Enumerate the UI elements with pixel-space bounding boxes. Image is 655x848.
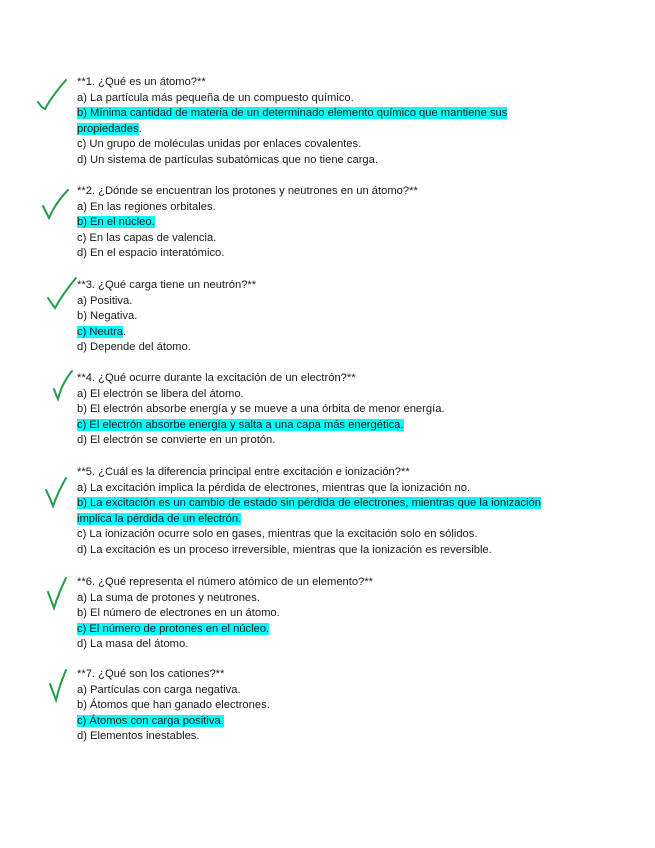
option-a: a) La suma de protones y neutrones.	[77, 591, 260, 604]
option-d: d) Un sistema de partículas subatómicas que no tiene carga.	[77, 153, 378, 166]
highlighted-answer: b) La excitación es un cambio de estado sin pérdida de electrones, mientras que la ionización	[77, 497, 541, 509]
option-c	[77, 418, 577, 434]
option-b	[77, 496, 577, 512]
question-title: **1. ¿Qué es un átomo?**	[77, 76, 206, 88]
trailing-period: .	[123, 325, 127, 338]
option-a: a) La partícula más pequeña de un compuesto químico.	[77, 91, 354, 104]
highlighted-answer: b) Mínima cantidad de materia de un determinado elemento químico que mantiene sus	[77, 107, 508, 119]
highlighted-answer: b) En el núcleo.	[77, 216, 155, 228]
option-a: a) Partículas con carga negativa.	[77, 683, 241, 696]
question-5	[77, 465, 577, 558]
option-c	[77, 622, 577, 638]
option-d: d) La excitación es un proceso irreversible, mientras que la ionización es reversible.	[77, 543, 492, 556]
highlighted-answer: c) Neutra	[77, 325, 124, 338]
option-d: d) La masa del átomo.	[77, 638, 189, 650]
question-1	[77, 75, 577, 168]
question-2	[77, 184, 577, 262]
trailing-period: .	[138, 122, 142, 135]
highlighted-answer: implica la pérdida de un electrón.	[77, 512, 242, 525]
option-c: c) Un grupo de moléculas unidas por enlaces covalentes.	[77, 138, 362, 150]
question-title: **7. ¿Qué son los cationes?**	[77, 668, 225, 680]
option-d: d) Depende del átomo.	[77, 341, 191, 353]
option-b	[77, 215, 577, 231]
question-6	[77, 575, 577, 653]
option-b: b) El electrón absorbe energía y se mueve a una órbita de menor energía.	[77, 403, 445, 415]
option-a: a) El electrón se libera del átomo.	[77, 387, 244, 400]
option-c	[77, 714, 577, 730]
option-a: a) En las regiones orbitales.	[77, 200, 216, 213]
question-title: **6. ¿Qué representa el número atómico de un elemento?**	[77, 576, 374, 588]
checkmark-icon	[40, 188, 76, 224]
checkmark-icon	[36, 78, 72, 114]
option-d: d) En el espacio interatómico.	[77, 247, 225, 259]
option-d: d) El electrón se convierte en un protón.	[77, 434, 276, 446]
highlighted-answer: c) Átomos con carga positiva.	[77, 714, 224, 727]
question-4	[77, 371, 577, 449]
option-c: c) En las capas de valencia.	[77, 231, 217, 244]
option-c	[77, 325, 577, 341]
question-3	[77, 278, 577, 356]
option-b: b) El número de electrones en un átomo.	[77, 607, 280, 619]
option-c: c) La ionización ocurre solo en gases, mientras que la excitación solo en sólidos.	[77, 528, 478, 540]
option-a: a) Positiva.	[77, 294, 133, 307]
question-title: **2. ¿Dónde se encuentran los protones y neutrones en un átomo?**	[77, 185, 418, 197]
highlighted-answer: c) El número de protones en el núcleo.	[77, 622, 270, 635]
option-b: b) Negativa.	[77, 310, 138, 322]
option-a: a) La excitación implica la pérdida de electrones, mientras que la ionización no.	[77, 481, 471, 494]
highlighted-answer: c) El electrón absorbe energía y salta a una capa más energética.	[77, 418, 404, 431]
question-7	[77, 667, 577, 745]
option-b-continuation	[77, 122, 577, 138]
option-b	[77, 106, 577, 122]
option-d: d) Elementos inestables.	[77, 730, 200, 742]
question-title: **4. ¿Qué ocurre durante la excitación de un electrón?**	[77, 372, 356, 384]
option-b-continuation	[77, 512, 577, 528]
option-b: b) Átomos que han ganado electrones.	[77, 699, 270, 711]
checkmark-icon	[44, 478, 80, 514]
question-title: **5. ¿Cuál es la diferencia principal entre excitación e ionización?**	[77, 466, 410, 478]
highlighted-answer: propiedades	[77, 122, 139, 135]
question-title: **3. ¿Qué carga tiene un neutrón?**	[77, 279, 257, 291]
